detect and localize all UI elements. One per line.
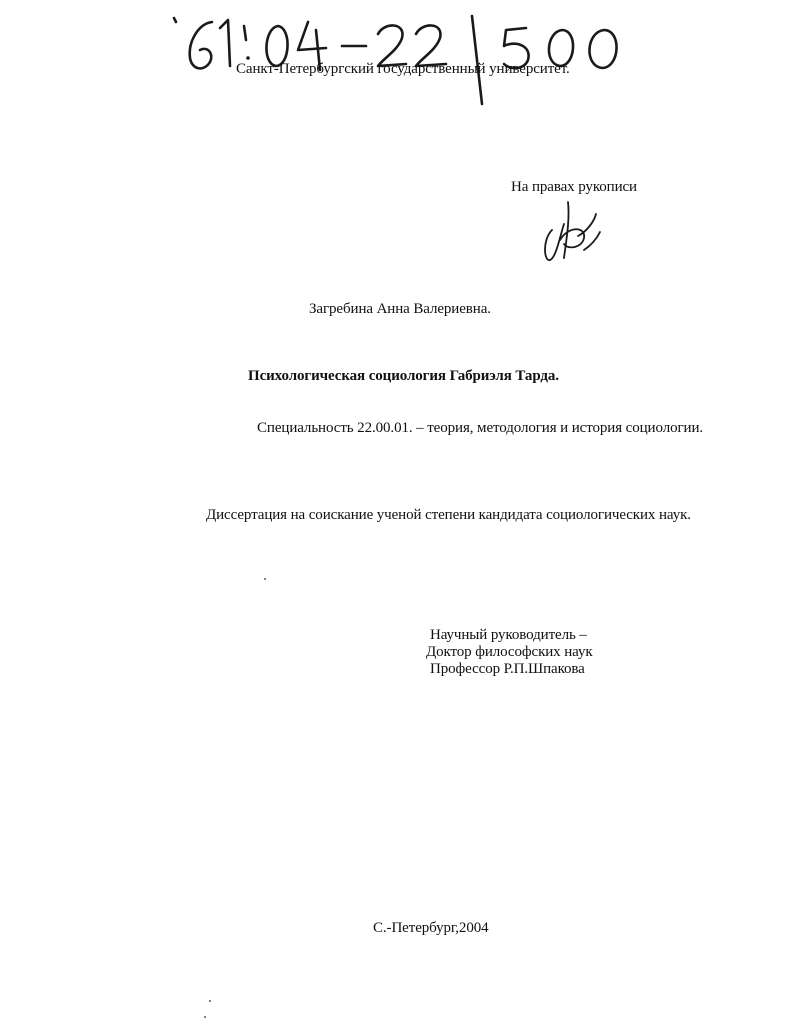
place-and-year: С.-Петербург,2004: [373, 920, 489, 936]
scan-speck: [204, 1016, 206, 1018]
author-name: Загребина Анна Валериевна.: [309, 301, 491, 317]
handwritten-archive-number: [170, 0, 650, 110]
supervisor-role: Научный руководитель –: [430, 627, 587, 643]
manuscript-rights-note: На правах рукописи: [511, 179, 637, 195]
dissertation-description: Диссертация на соискание ученой степени кандидата социологических наук.: [206, 507, 691, 523]
scan-speck: [209, 1000, 211, 1002]
specialty-line: Специальность 22.00.01. – теория, методология и история социологии.: [257, 420, 704, 436]
author-signature: [538, 196, 604, 268]
supervisor-name: Профессор Р.П.Шпакова: [430, 661, 585, 677]
university-name: Санкт-Петербургский государственный университет.: [236, 61, 570, 77]
dissertation-title: Психологическая социология Габриэля Тарда.: [248, 368, 559, 384]
scan-speck: [264, 578, 266, 580]
supervisor-degree: Доктор философских наук: [426, 644, 593, 660]
